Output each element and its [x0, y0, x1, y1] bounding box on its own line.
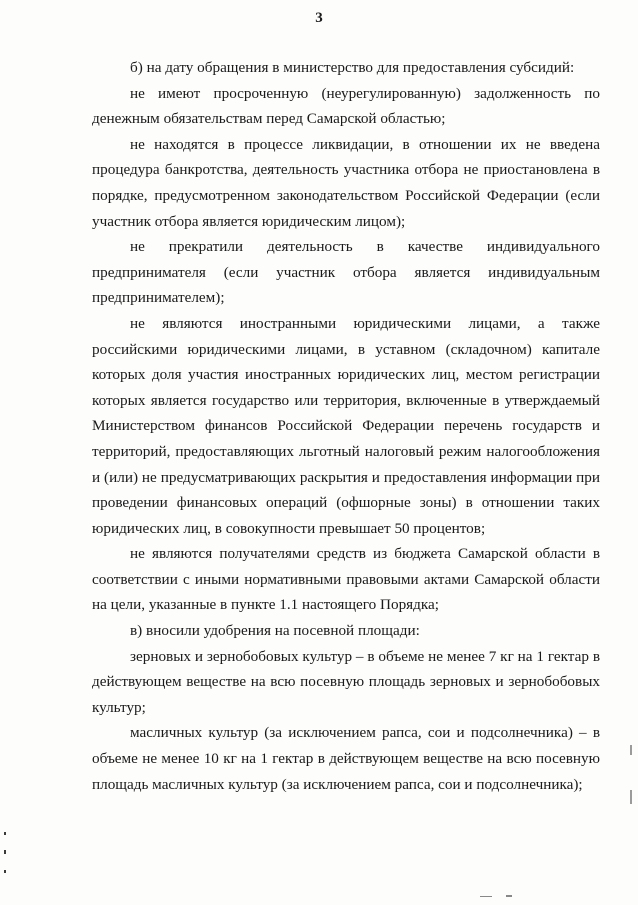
paragraph-not-foreign: не являются иностранными юридическими лицами, а также российскими юридическими лицами, в уставном (складочном) капитале которых доля участия иностранных юридических лиц, местом регистрации которых является государство или территория, включенные в утверждаемый Министерством финансов Российской Федерации перечень государств и территорий, предоставляющих льготный налоговый режим налогообложения и (или) не предусматривающих раскрытия и предоставления информации при проведении финансовых операций (офшорные зоны) в отношении таких юридических лиц, в совокупности превышает 50 процентов; [92, 314, 600, 537]
paragraph-no-termination: не прекратили деятельность в качестве индивидуального предпринимателя (если участник отбора является индивидуальным предпринимателем); [92, 238, 600, 307]
scan-artifact-left [4, 870, 6, 873]
scan-artifact-right [630, 745, 632, 755]
paragraph-not-budget-recipient: не являются получателями средств из бюджета Самарской области в соответствии с иными нормативными правовыми актами Самарской области на цели, указанные в пункте 1.1 настоящего Порядка; [92, 545, 600, 614]
scan-artifact-right [630, 790, 632, 804]
scan-artifact-left [4, 850, 6, 854]
page-number: 3 [315, 10, 323, 26]
paragraph-subsidy-date: б) на дату обращения в министерство для предоставления субсидий: [130, 59, 575, 76]
paragraph-no-debt: не имеют просроченную (неурегулированную) задолженность по денежным обязательствам перед Самарской областью; [92, 84, 600, 128]
paragraph-no-liquidation: не находятся в процессе ликвидации, в отношении их не введена процедура банкротства, деятельность участника отбора не приостановлена в порядке, предусмотренном законодательством Российской Федерации (если участник отбора является юридическим лицом); [92, 135, 600, 230]
paragraph-fertilizer-heading: в) вносили удобрения на посевной площади: [130, 622, 420, 640]
scan-artifact-left [4, 832, 6, 835]
document-body [92, 55, 600, 797]
paragraph-oil-crops: масличных культур (за исключением рапса, сои и подсолнечника) – в объеме не менее 10 кг на 1 гектар в действующем веществе на всю посевную площадь масличных культур (за исключением рапса, сои и подсолнечника); [92, 724, 600, 793]
scan-artifact-bottom [506, 895, 512, 897]
scan-artifact-bottom [480, 896, 492, 897]
paragraph-grain-crops: зерновых и зернобобовых культур – в объеме не менее 7 кг на 1 гектар в действующем веществе на всю посевную площадь зерновых и зернобобовых культур; [92, 647, 600, 716]
